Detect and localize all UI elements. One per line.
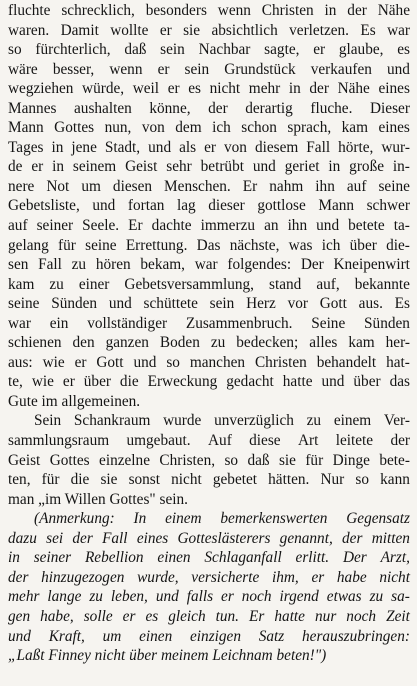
text-line: wäre besser, wenn er sein Grundstück verkaufen und [8, 60, 410, 78]
text-line: Gute im allgemeinen. [8, 392, 141, 410]
text-line: dazu sei der Fall eines Gotteslästerers genannt, der mitten [8, 529, 410, 547]
text-line: war ein vollständiger Zusammenbruch. Seine Sünden [8, 314, 410, 332]
text-line: gen habe, solle er es gleich tun. Er hatte nur noch Zeit [8, 607, 410, 625]
text-line: Geist Gottes einzelne Christen, so daß sie für Dinge bete- [8, 451, 410, 469]
text-line: so fürchterlich, daß sein Nachbar sagte, er glaube, es [8, 41, 410, 59]
text-line: der hinzugezogen wurde, versicherte ihm, er habe nicht [8, 568, 410, 586]
text-line: aus: wie er Gott und so manchen Christen behandelt hat- [8, 353, 410, 371]
text-line: Gebetsliste, und fortan lag dieser gottlose Mann schwer [8, 197, 410, 215]
text-line: Mannes aushalten könne, der derartig fluche. Dieser [8, 99, 410, 117]
text-line: mehr lange zu leben, und falls er noch irgend etwas zu sa- [8, 588, 410, 606]
text-line: in seiner Rebellion einen Schlaganfall erlitt. Der Arzt, [8, 549, 410, 567]
text-line: „Laßt Finney nicht über meinem Leichnam beten!") [8, 647, 327, 665]
text-line: sammlungsraum umgebaut. Auf diese Art leitete der [8, 432, 410, 450]
text-line: gelang für seine Errettung. Das nächste, was ich über die- [8, 236, 410, 254]
text-line: Mann Gottes nun, von dem ich schon sprach, kam eines [8, 119, 410, 137]
text-line: kam zu einer Gebetsversammlung, stand auf, bekannte [8, 275, 410, 293]
text-line: de er in seinem Geist sehr betrübt und geriet in große in- [8, 158, 410, 176]
text-line: nere Not um diesen Menschen. Er nahm ihn auf seine [8, 177, 410, 195]
text-line: Sein Schankraum wurde unverzüglich zu einem Ver- [34, 412, 410, 430]
text-line: man „im Willen Gottes" sein. [8, 490, 188, 508]
text-line: und Kraft, um einen einzigen Satz herauszubringen: [8, 627, 410, 645]
text-line: waren. Damit wollte er sie absichtlich verletzen. Es war [8, 21, 410, 39]
text-line: auf seiner Seele. Er dachte immerzu an ihn und betete ta- [8, 217, 410, 235]
text-line: ten, für die sie sonst nicht gebetet hätten. Nur so kann [8, 471, 410, 489]
text-line: schienen den ganzen Boden zu bedecken; alles kam her- [8, 334, 410, 352]
text-line: sen Fall zu hören bekam, war folgendes: Der Kneipenwirt [8, 256, 410, 274]
text-line: Tages in jene Stadt, und als er von diesem Fall hörte, wur- [8, 138, 410, 156]
body-text [8, 1, 410, 666]
text-line: (Anmerkung: In einem bemerkenswerten Gegensatz [34, 510, 410, 528]
text-line: fluchte schrecklich, besonders wenn Christen in der Nähe [8, 2, 410, 19]
text-line: seine Sünden und schüttete sein Herz vor Gott aus. Es [8, 295, 410, 313]
text-line: wegziehen würde, weil er es nicht mehr in der Nähe eines [8, 80, 410, 98]
text-line: te, wie er über die Erweckung gedacht hatte und über das [8, 373, 410, 391]
